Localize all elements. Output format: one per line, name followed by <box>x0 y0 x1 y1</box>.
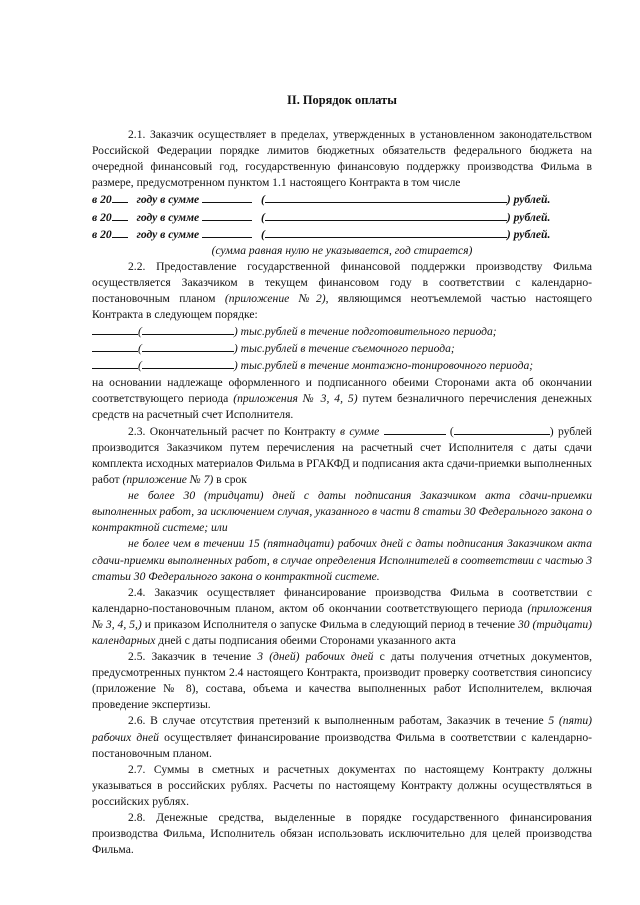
clause-2-2: 2.2. Предоставление государственной финансовой поддержки производству Фильма осуществляется Заказчиком в текущем финансовом году в соответствии с календарно-постановочным планом (приложение №2), являющимся неотъемлемой частью настоящего Контракта в следующем порядке: <box>92 259 592 322</box>
period-line: ( ) тыс.рублей в течение съемочного периода; <box>92 340 592 357</box>
clause-2-6: 2.6. В случае отсутствия претензий к выполненным работам, Заказчик в течение 5 (пяти) рабочих дней осуществляет финансирование производства Фильма в соответствии с календарно-постановочным планом. <box>92 714 592 760</box>
clause-2-7: 2.7. Суммы в сметных и расчетных документах по настоящему Контракту должны указываться в российских рублях. Расчеты по настоящему Контракту должны осуществляться в российских рублях. <box>92 762 592 808</box>
year-line: в 20 году в сумме ( ) рублей. <box>92 210 551 224</box>
document-body <box>92 92 592 858</box>
year-line: в 20 году в сумме ( ) рублей. <box>92 193 551 207</box>
clause-2-1: 2.1. Заказчик осуществляет в пределах, утвержденных в установленном законодательством Российской Федерации порядке лимитов бюджетных обязательств федерального бюджета на очередной финансовый год, государственную финансовую поддержку производства Фильма в размере, предусмотренном пунктом 1.1 настоящего Контракта в том числе <box>92 128 592 190</box>
year-amount-lines <box>92 191 592 242</box>
year-line: в 20 году в сумме ( ) рублей. <box>92 227 551 241</box>
period-lines <box>92 323 592 374</box>
section-title: II. Порядок оплаты <box>287 93 397 107</box>
clause-2-3-option-1: не более 30 (тридцати) дней с даты подписания Заказчиком акта сдачи-приемки выполненных работ, за исключением случая, указанного в части 8 статьи 30 Федерального закона о контрактной системе; или <box>92 489 592 535</box>
clause-2-5: 2.5. Заказчик в течение 3 (дней) рабочих дней с даты получения отчетных документов, предусмотренных пунктом 2.4 настоящего Контракта, производит проверку соответствия синопсису (приложение № 8), состава, объема и качества выполненных работ Исполнителем, включая проведение экспертизы. <box>92 650 592 712</box>
period-line: ( ) тыс.рублей в течение монтажно-тонировочного периода; <box>92 357 592 374</box>
clause-2-3-option-2: не более чем в течении 15 (пятнадцати) рабочих дней с даты подписания Заказчиком акта сдачи-приемки выполненных работ, в случае определения Исполнителей в соответствии с частью 3 статьи 30 Федерального закона о контрактной системе. <box>92 537 592 583</box>
clause-2-3: 2.3. Окончательный расчет по Контракту в сумме ( ) рублей производится Заказчиком путем перечисления на расчетный счет Исполнителя с даты сдачи комплекта исходных материалов Фильма в РГАКФД и подписания акта сдачи-приемки выполненных работ (приложение № 7) в срок <box>92 424 592 487</box>
years-note: (сумма равная нулю не указывается, год стирается) <box>211 243 473 257</box>
clause-2-4: 2.4. Заказчик осуществляет финансирование производства Фильма в соответствии с календарно-постановочным планом, актом об окончании соответствующего периода (приложения № 3, 4, 5,) и приказом Исполнителя о запуске Фильма в следующий период в течение 30 (тридцати) календарных дней с даты подписания обеими Сторонами указанного акта <box>92 585 592 647</box>
clause-2-2-basis: на основании надлежаще оформленного и подписанного обеими Сторонами акта об окончании соответствующего периода (приложения № 3, 4, 5) путем безналичного перечисления денежных средств на расчетный счет Исполнителя. <box>92 375 592 421</box>
period-line: ( ) тыс.рублей в течение подготовительного периода; <box>92 323 592 340</box>
clause-2-8: 2.8. Денежные средства, выделенные в порядке государственного финансирования производства Фильма, Исполнитель обязан использовать исключительно для целей производства Фильма. <box>92 811 592 857</box>
